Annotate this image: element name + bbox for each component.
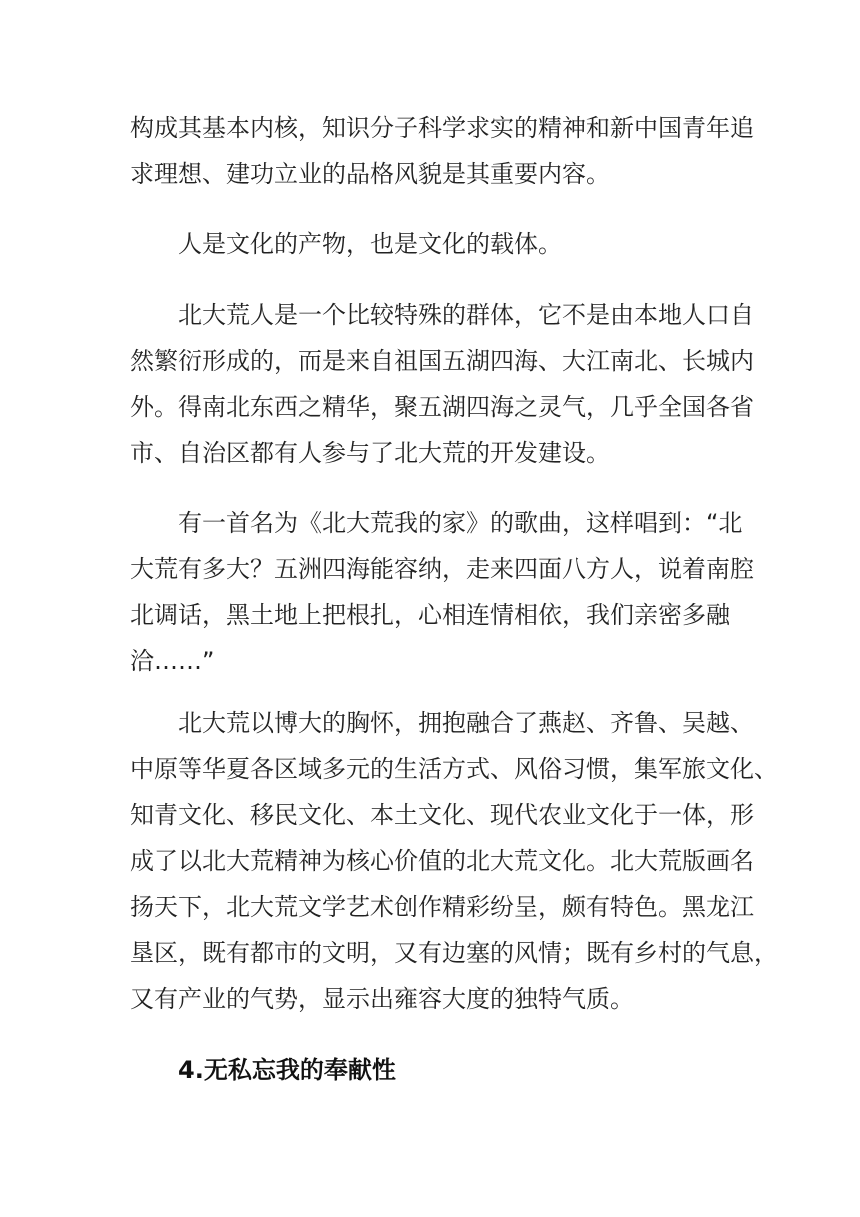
text-line: 然繁衍形成的，而是来自祖国五湖四海、大江南北、长城内 [130, 347, 754, 375]
text-line: 大荒有多大？五洲四海能容纳，走来四面八方人，说着南腔 [130, 555, 754, 583]
text-line: 洽……” [130, 647, 215, 675]
paragraph-song [130, 500, 754, 684]
paragraph-culture-fusion [130, 700, 778, 1022]
text-line: 北大荒以博大的胸怀，拥抱融合了燕赵、齐鲁、吴越、 [178, 709, 754, 737]
text-line: 扬天下，北大荒文学艺术创作精彩纷呈，颇有特色。黑龙江 [130, 893, 754, 921]
text-line: 人是文化的产物，也是文化的载体。 [178, 230, 562, 258]
paragraph-continuation [130, 105, 754, 197]
text-line: 垦区，既有都市的文明，又有边塞的风情；既有乡村的气息， [130, 939, 778, 967]
paragraph-culture-carrier [130, 221, 730, 267]
section-heading: 4.无私忘我的奉献性 [178, 1056, 396, 1084]
paragraph-special-group [130, 292, 754, 476]
text-line: 北大荒人是一个比较特殊的群体，它不是由本地人口自 [178, 301, 754, 329]
text-line: 北调话，黑土地上把根扎，心相连情相依，我们亲密多融 [130, 601, 730, 629]
text-line: 有一首名为《北大荒我的家》的歌曲，这样唱到：“北 [178, 509, 743, 537]
text-line: 又有产业的气势，显示出雍容大度的独特气质。 [130, 985, 634, 1013]
text-line: 外。得南北东西之精华，聚五湖四海之灵气，几乎全国各省 [130, 393, 754, 421]
text-line: 求理想、建功立业的品格风貌是其重要内容。 [130, 160, 610, 188]
text-line: 市、自治区都有人参与了北大荒的开发建设。 [130, 439, 610, 467]
text-line: 构成其基本内核，知识分子科学求实的精神和新中国青年追 [130, 114, 754, 142]
text-line: 成了以北大荒精神为核心价值的北大荒文化。北大荒版画名 [130, 847, 754, 875]
text-line: 知青文化、移民文化、本土文化、现代农业文化于一体，形 [130, 801, 754, 829]
text-line: 中原等华夏各区域多元的生活方式、风俗习惯，集军旅文化、 [130, 755, 778, 783]
